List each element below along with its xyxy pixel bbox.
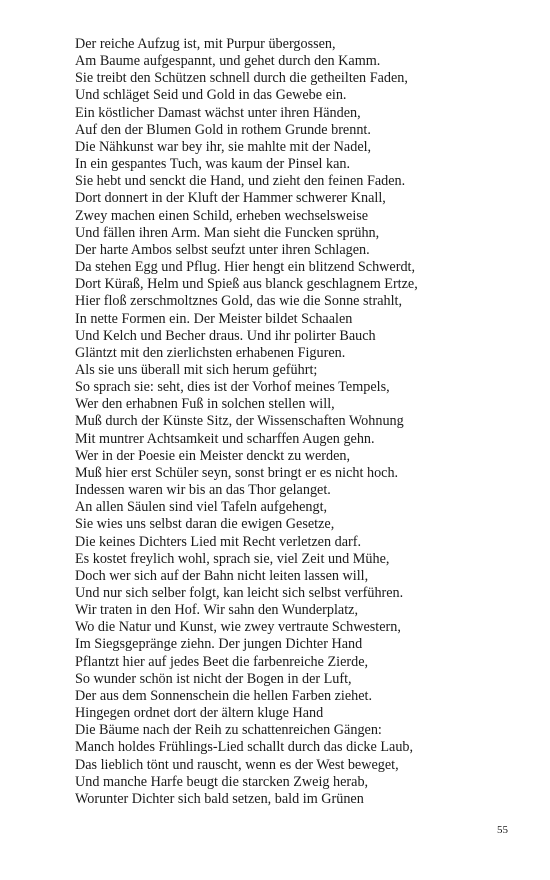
poem-line: In nette Formen ein. Der Meister bildet Schaalen <box>75 310 353 327</box>
poem-line: Muß hier erst Schüler seyn, sonst bringt er es nicht hoch. <box>75 464 399 481</box>
poem-line: So sprach sie: seht, dies ist der Vorhof meines Tempels, <box>75 379 390 396</box>
poem-line: Gläntzt mit den zierlichsten erhabenen Figuren. <box>75 344 346 361</box>
poem-line: Sie treibt den Schützen schnell durch die getheilten Faden, <box>75 70 408 87</box>
poem-line: So wunder schön ist nicht der Bogen in der Luft, <box>75 670 352 687</box>
poem-line: Der reiche Aufzug ist, mit Purpur übergossen, <box>75 36 336 52</box>
poem-line: Wir traten in den Hof. Wir sahn den Wunderplatz, <box>75 602 358 619</box>
poem-line: Da stehen Egg und Pflug. Hier hengt ein blitzend Schwerdt, <box>75 259 416 276</box>
poem-line: Worunter Dichter sich bald setzen, bald im Grünen <box>75 790 364 807</box>
poem-line: Indessen waren wir bis an das Thor gelanget. <box>75 482 331 499</box>
poem-line: Es kostet freylich wohl, sprach sie, viel Zeit und Mühe, <box>75 550 390 567</box>
poem-line: Im Siegsgepränge ziehn. Der jungen Dichter Hand <box>75 636 363 653</box>
poem-line: Hingegen ordnet dort der ältern kluge Hand <box>75 705 324 722</box>
poem-line: Hier floß zerschmoltznes Gold, das wie die Sonne strahlt, <box>75 293 403 310</box>
poem-line: Wer in der Poesie ein Meister denckt zu werden, <box>75 447 351 464</box>
poem-line: Dort donnert in der Kluft der Hammer schwerer Knall, <box>75 190 386 207</box>
poem-line: Die Bäume nach der Reih zu schattenreichen Gängen: <box>75 722 382 739</box>
poem-line: Wer den erhabnen Fuß in solchen stellen will, <box>75 396 335 413</box>
poem-line: Pflantzt hier auf jedes Beet die farbenreiche Zierde, <box>75 653 369 670</box>
poem-line: Manch holdes Frühlings-Lied schallt durch das dicke Laub, <box>75 739 414 756</box>
poem-text <box>75 36 495 808</box>
poem-line: Die Nähkunst war bey ihr, sie mahlte mit der Nadel, <box>75 138 372 155</box>
poem-line: An allen Säulen sind viel Tafeln aufgehengt, <box>75 499 328 516</box>
poem-line: Doch wer sich auf der Bahn nicht leiten lassen will, <box>75 567 369 584</box>
poem-line: Der aus dem Sonnenschein die hellen Farben ziehet. <box>75 687 373 704</box>
poem-line: Am Baume aufgespannt, und gehet durch den Kamm. <box>75 53 381 70</box>
poem-line: Und manche Harfe beugt die starcken Zweig herab, <box>75 773 369 790</box>
poem-line: Dort Küraß, Helm und Spieß aus blanck geschlagnem Ertze, <box>75 276 418 293</box>
poem-line: Auf den der Blumen Gold in rothem Grunde brennt. <box>75 121 371 138</box>
poem-line: Die keines Dichters Lied mit Recht verletzen darf. <box>75 533 362 550</box>
poem-line: Und Kelch und Becher draus. Und ihr polirter Bauch <box>75 327 376 344</box>
page-number: 55 <box>497 824 508 836</box>
poem-line: Zwey machen einen Schild, erheben wechselsweise <box>75 207 369 224</box>
poem-line: Ein köstlicher Damast wächst unter ihren Händen, <box>75 104 361 121</box>
poem-line: Muß durch der Künste Sitz, der Wissenschaften Wohnung <box>75 413 404 430</box>
poem-line: Sie hebt und senckt die Hand, und zieht den feinen Faden. <box>75 173 406 190</box>
poem-line: Sie wies uns selbst daran die ewigen Gesetze, <box>75 516 335 533</box>
poem-line: Und nur sich selber folgt, kan leicht sich selbst verführen. <box>75 585 404 601</box>
poem-line: Wo die Natur und Kunst, wie zwey vertraute Schwestern, <box>75 619 401 636</box>
poem-line: Und schläget Seid und Gold in das Gewebe ein. <box>75 87 347 104</box>
poem-line: Der harte Ambos selbst seufzt unter ihren Schlagen. <box>75 241 370 258</box>
poem-line: Mit muntrer Achtsamkeit und scharffen Augen gehn. <box>75 430 375 447</box>
poem-line: In ein gespantes Tuch, was kaum der Pinsel kan. <box>75 156 351 173</box>
poem-line: Und fällen ihren Arm. Man sieht die Funcken sprühn, <box>75 224 380 241</box>
poem-line: Als sie uns überall mit sich herum geführt; <box>75 361 318 378</box>
poem-line: Das lieblich tönt und rauscht, wenn es der West beweget, <box>75 756 399 773</box>
